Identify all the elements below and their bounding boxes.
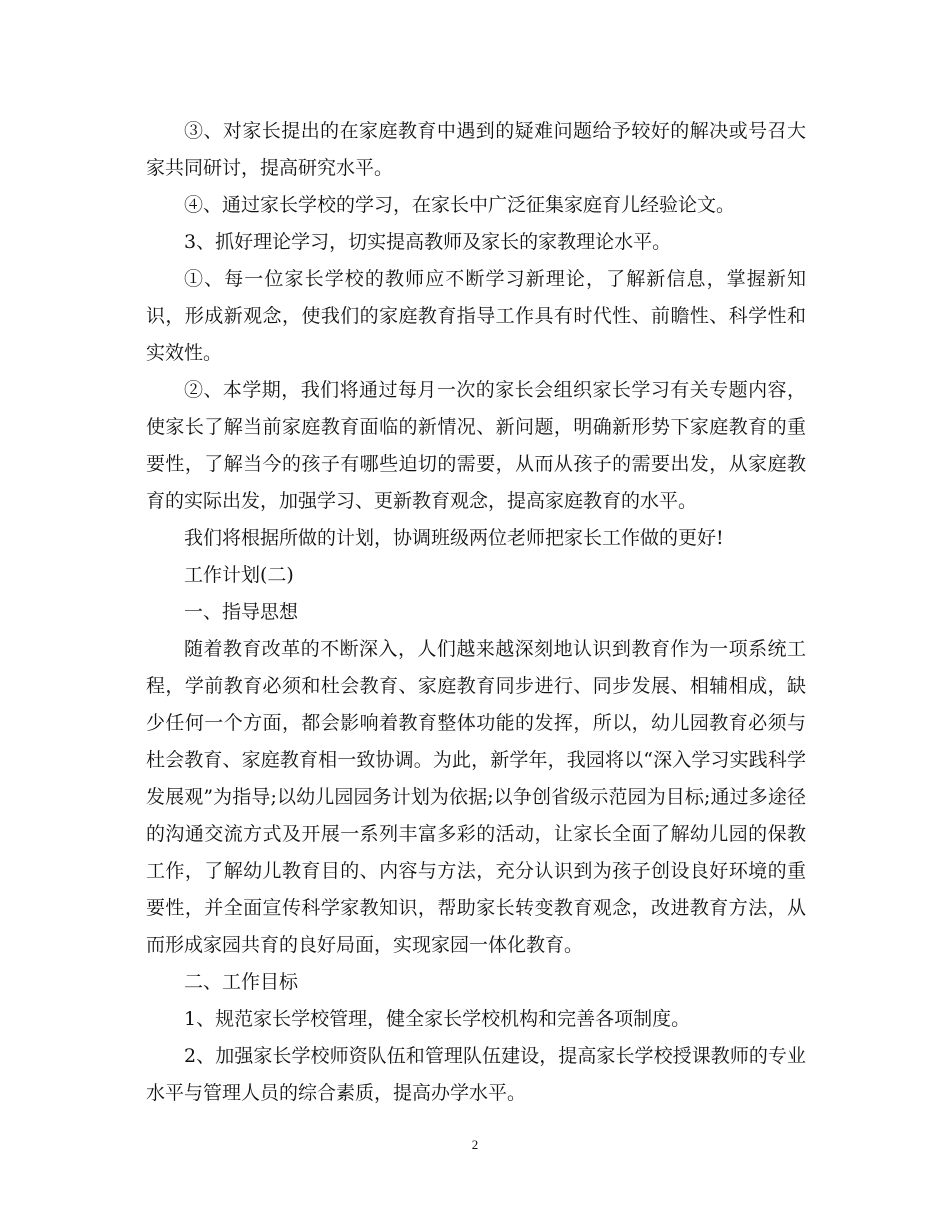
paragraph: ②、本学期，我们将通过每月一次的家长会组织家长学习有关专题内容，使家长了解当前家庭教育面临的新情况、新问题，明确新形势下家庭教育的重要性，了解当今的孩子有哪些迫切的需要，从而从孩子的需要出发，从家庭教育的实际出发，加强学习、更新教育观念，提高家庭教育的水平。 [146, 379, 806, 512]
paragraph: 1、规范家长学校管理，健全家长学校机构和完善各项制度。 [184, 1008, 691, 1030]
paragraph: ③、对家长提出的在家庭教育中遇到的疑难问题给予较好的解决或号召大家共同研讨，提高研究水平。 [146, 120, 806, 179]
paragraph: 3、抓好理论学习，切实提高教师及家长的家教理论水平。 [184, 231, 672, 253]
paragraph: 随着教育改革的不断深入，人们越来越深刻地认识到教育作为一项系统工程，学前教育必须和杜会教育、家庭教育同步进行、同步发展、相辅相成，缺少任何一个方面，都会影响着教育整体功能的发挥，所以，幼儿园教育必须与杜会教育、家庭教育相一致协调。为此，新学年，我园将以“深入学习实践科学发展观”为指导;以幼儿园园务计划为依据;以争创省级示范园为目标;通过多途径的沟通交流方式及开展一系列丰富多彩的活动，让家长全面了解幼儿园的保教工作，了解幼儿教育目的、内容与方法，充分认识到为孩子创设良好环境的重要性，并全面宣传科学家教知识，帮助家长转变教育观念，改进教育方法，从而形成家园共育的良好局面，实现家园一体化教育。 [146, 638, 806, 956]
section-heading: 一、指导思想 [184, 601, 299, 623]
paragraph: 我们将根据所做的计划，协调班级两位老师把家长工作做的更好! [184, 527, 724, 549]
paragraph: 2、加强家长学校师资队伍和管理队伍建设，提高家长学校授课教师的专业水平与管理人员的综合素质，提高办学水平。 [146, 1045, 806, 1104]
document-body [146, 113, 806, 1112]
paragraph: ①、每一位家长学校的教师应不断学习新理论，了解新信息，掌握新知识，形成新观念，使我们的家庭教育指导工作具有时代性、前瞻性、科学性和实效性。 [146, 268, 806, 364]
section-heading: 二、工作目标 [184, 971, 299, 993]
paragraph: ④、通过家长学校的学习，在家长中广泛征集家庭育儿经验论文。 [184, 194, 736, 216]
page-number: 2 [471, 1137, 479, 1152]
section-heading: 工作计划(二) [184, 564, 294, 586]
